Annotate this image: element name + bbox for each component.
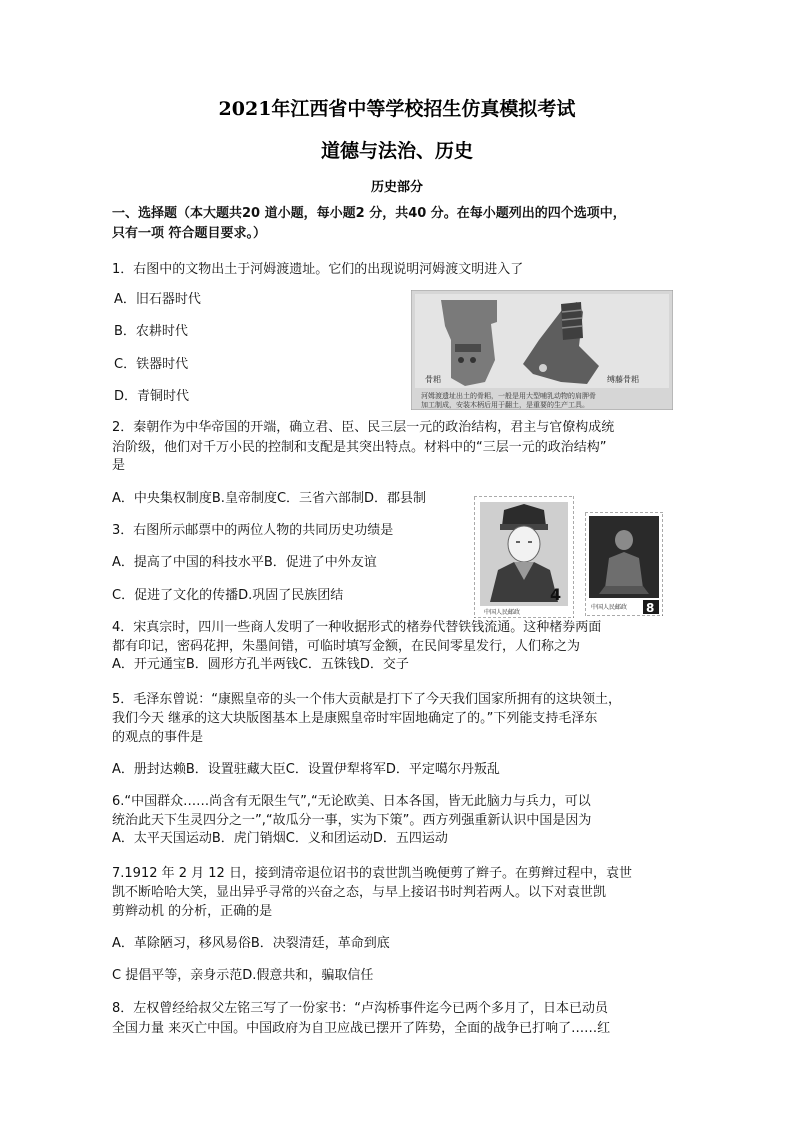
stamp-left-issuer: 中国人民邮政 — [484, 609, 521, 616]
q6-options: A．太平天国运动B．虎门销烟C．义和团运动D．五四运动 — [112, 831, 448, 846]
q7-options-line-2: C 提倡平等，亲身示范D.假意共和，骗取信任 — [112, 968, 374, 983]
q4-options: A．开元通宝B．圆形方孔半两钱C．五铢钱D．交子 — [112, 657, 409, 672]
q5-stem-line-2: 我们今天 继承的这大块版图基本上是康熙皇帝时牢固地确定了的。”下列能支持毛泽东 — [112, 711, 598, 726]
q4-stem-line-2: 都有印记，密码花押，朱墨间错，可临时填写金额，在民间零星发行，人们称之为 — [112, 639, 581, 654]
stamp-left-value: 4 — [550, 585, 562, 604]
q1-figure-caption-line-1: 河姆渡遗址出土的骨耜，一般是用大型哺乳动物的肩胛骨 — [421, 392, 596, 400]
q7-stem-line-3: 剪辫动机 的分析，正确的是 — [112, 904, 273, 919]
q6-stem-line-1: 6.“中国群众……尚含有无限生气”,“无论欧美、日本各国，皆无此脑力与兵力，可以 — [112, 794, 591, 809]
q2-options: A．中央集权制度B.皇帝制度C．三省六部制D．郡县制 — [112, 491, 427, 506]
q8-stem-line-2: 全国力量 来灭亡中国。中国政府为自卫应战已摆开了阵势，全面的战争已打响了……红 — [112, 1021, 611, 1036]
q3-options-line-1: A．提高了中国的科技水平B．促进了中外友谊 — [112, 555, 377, 570]
q5-stem-line-1: 5．毛泽东曾说：“康熙皇帝的头一个伟大贡献是打下了今天我们国家所拥有的这块领土， — [112, 692, 622, 707]
section-instructions-line-2: 只有一项 符合题目要求。） — [112, 226, 267, 241]
q1-figure-caption-line-2: 加工制成，安装木柄后用于翻土，是重要的生产工具。 — [421, 401, 589, 409]
q1-artifact-photo — [411, 290, 673, 410]
stamp-right-image — [585, 512, 663, 616]
stamp-right-issuer: 中国人民邮政 — [591, 604, 628, 611]
q3-stem: 3．右图所示邮票中的两位人物的共同历史功绩是 — [112, 523, 394, 538]
q2-stem-line-3: 是 — [112, 458, 126, 473]
exam-subtitle: 道德与法治、历史 — [320, 140, 473, 162]
q1-option-d: D．青铜时代 — [114, 389, 190, 404]
q1-option-c: C．铁器时代 — [114, 357, 189, 372]
q7-options-line-1: A．革除陋习，移风易俗B．决裂清廷，革命到底 — [112, 936, 390, 951]
q2-stem-line-1: 2．秦朝作为中华帝国的开端，确立君、臣、民三层一元的政治结构，君主与官僚构成统 — [112, 420, 615, 435]
q1-stem: 1．右图中的文物出土于河姆渡遗址。它们的出现说明河姆渡文明进入了 — [112, 262, 524, 277]
section-instructions-line-1: 一、选择题（本大题共20 道小题，每小题2 分，共40 分。在每小题列出的四个选项中， — [112, 206, 626, 221]
q4-stem-line-1: 4．宋真宗时，四川一些商人发明了一种收据形式的楮券代替铁钱流通。这种楮券两面 — [112, 620, 602, 635]
q6-stem-line-2: 统治此天下生灵四分之一”,“故瓜分一事，实为下策”。西方列强重新认识中国是因为 — [112, 813, 592, 828]
q2-stem-line-2: 治阶级，他们对千万小民的控制和支配是其突出特点。材料中的“三层一元的政治结构” — [112, 440, 607, 455]
q1-option-b: B．农耕时代 — [114, 324, 188, 339]
q7-stem-line-2: 凯不断哈哈大笑，显出异乎寻常的兴奋之态，与早上接诏书时判若两人。以下对袁世凯 — [112, 885, 607, 900]
q5-stem-line-3: 的观点的事件是 — [112, 730, 204, 745]
q1-figure-label-left: 骨耜 — [425, 375, 441, 384]
stamp-left-image — [474, 496, 574, 618]
q1-figure-label-right: 缚藤骨耜 — [607, 375, 639, 384]
exam-title: 2021年江西省中等学校招生仿真模拟考试 — [218, 98, 576, 120]
q3-options-line-2: C．促进了文化的传播D.巩固了民族团结 — [112, 588, 344, 603]
section-label: 历史部分 — [370, 180, 423, 195]
q8-stem-line-1: 8．左权曾经给叔父左铭三写了一份家书：“卢沟桥事件迄今已两个多月了，日本已动员 — [112, 1001, 609, 1016]
q1-option-a: A．旧石器时代 — [114, 292, 201, 307]
q5-options: A．册封达赖B．设置驻藏大臣C．设置伊犁将军D．平定噶尔丹叛乱 — [112, 762, 500, 777]
q7-stem-line-1: 7.1912 年 2 月 12 日，接到清帝退位诏书的袁世凯当晚便剪了辫子。在剪辫过程中，袁世 — [112, 866, 632, 881]
stamp-right-value: 8 — [646, 601, 655, 615]
